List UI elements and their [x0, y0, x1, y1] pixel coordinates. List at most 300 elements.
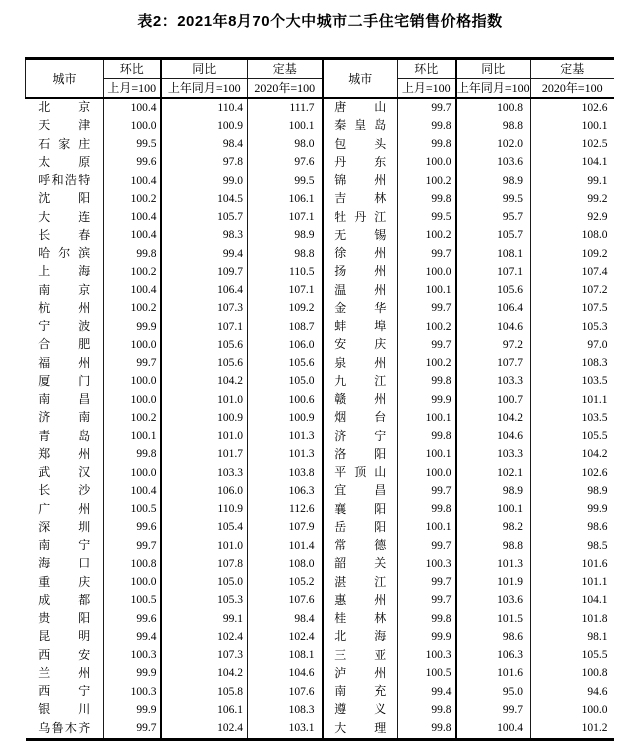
price-index-table	[25, 57, 614, 741]
value-cell: 112.6	[248, 501, 323, 519]
city-cell	[323, 318, 398, 336]
value-cell: 100.0	[104, 464, 161, 482]
value-cell: 100.4	[456, 720, 531, 740]
value-cell: 103.3	[456, 446, 531, 464]
value-cell: 99.0	[161, 172, 248, 190]
city-cell	[323, 555, 398, 573]
value-cell: 105.3	[581, 320, 608, 333]
value-cell: 99.7	[398, 482, 456, 500]
value-cell: 110.9	[161, 501, 248, 519]
value-cell: 100.9	[161, 117, 248, 135]
city-cell	[323, 282, 398, 300]
value-cell: 105.8	[161, 683, 248, 701]
city-cell	[323, 136, 398, 154]
city-name: 湛江	[334, 574, 387, 589]
city-cell	[26, 209, 104, 227]
city-cell	[26, 98, 104, 117]
value-cell: 102.6	[581, 466, 608, 479]
value-cell: 99.8	[104, 245, 161, 263]
value-cell: 106.1	[161, 701, 248, 719]
value-cell: 107.1	[248, 209, 323, 227]
value-cell: 100.2	[398, 172, 456, 190]
table-row	[26, 282, 614, 300]
city-name: 扬州	[334, 264, 387, 279]
table-row	[26, 391, 614, 409]
value-cell: 101.0	[161, 391, 248, 409]
header-fixed-left: 定基	[248, 59, 323, 79]
value-cell: 99.7	[398, 537, 456, 555]
value-cell: 110.4	[161, 98, 248, 117]
value-cell: 99.4	[398, 683, 456, 701]
city-cell	[26, 117, 104, 135]
value-cell: 104.2	[161, 665, 248, 683]
value-cell: 97.8	[161, 154, 248, 172]
value-cell: 101.7	[161, 446, 248, 464]
value-cell: 99.4	[104, 628, 161, 646]
city-name: 锦州	[334, 173, 387, 187]
table-row	[26, 98, 614, 117]
value-cell: 100.1	[398, 409, 456, 427]
city-name: 大理	[334, 720, 387, 735]
city-cell	[26, 628, 104, 646]
value-cell: 101.5	[456, 610, 531, 628]
value-cell: 100.2	[104, 263, 161, 281]
value-cell: 105.6	[456, 282, 531, 300]
value-cell: 100.4	[104, 172, 161, 190]
value-cell: 100.8	[581, 667, 608, 680]
value-cell: 101.1	[581, 576, 608, 588]
city-cell	[26, 373, 104, 391]
value-cell: 98.9	[248, 227, 323, 245]
city-cell	[26, 537, 104, 555]
value-cell: 105.5	[581, 649, 608, 661]
city-name: 蚌埠	[334, 319, 387, 333]
city-name: 哈尔滨	[38, 246, 91, 260]
value-cell: 99.5	[104, 136, 161, 154]
table-row	[26, 245, 614, 263]
value-cell: 100.0	[398, 154, 456, 172]
header-yoy-right: 同比	[456, 59, 531, 79]
header-yoy-base-right: 上年同月=100	[456, 79, 531, 99]
value-cell: 100.1	[398, 282, 456, 300]
city-name: 广州	[38, 501, 91, 516]
city-cell	[323, 409, 398, 427]
value-cell: 100.4	[104, 482, 161, 500]
table-row	[26, 592, 614, 610]
city-cell	[323, 373, 398, 391]
city-cell	[323, 117, 398, 135]
value-cell: 104.6	[456, 428, 531, 446]
value-cell: 102.4	[161, 720, 248, 740]
value-cell: 102.0	[456, 136, 531, 154]
city-name: 沈阳	[38, 191, 91, 206]
city-cell	[26, 355, 104, 373]
value-cell: 106.0	[161, 482, 248, 500]
value-cell: 99.8	[398, 136, 456, 154]
value-cell: 100.2	[398, 318, 456, 336]
value-cell: 100.0	[581, 703, 608, 716]
value-cell: 99.9	[398, 391, 456, 409]
city-name: 徐州	[334, 246, 387, 260]
value-cell: 108.7	[248, 318, 323, 336]
value-cell: 102.6	[581, 101, 608, 114]
value-cell: 100.2	[104, 409, 161, 427]
header-yoy-left: 同比	[161, 59, 248, 79]
value-cell: 100.2	[398, 355, 456, 373]
city-name: 桂林	[334, 611, 387, 625]
city-name: 昆明	[38, 629, 91, 644]
city-name: 石家庄	[38, 136, 91, 151]
city-name: 大连	[38, 209, 91, 224]
value-cell: 100.8	[104, 555, 161, 573]
value-cell: 102.4	[161, 628, 248, 646]
city-name: 包头	[334, 136, 387, 151]
city-name: 济宁	[334, 428, 387, 443]
value-cell: 97.2	[456, 336, 531, 354]
city-cell	[323, 300, 398, 318]
value-cell: 100.3	[398, 555, 456, 573]
city-cell	[323, 428, 398, 446]
value-cell: 100.6	[248, 391, 323, 409]
value-cell: 108.1	[248, 647, 323, 665]
city-cell	[26, 482, 104, 500]
value-cell: 103.3	[161, 464, 248, 482]
city-cell	[323, 482, 398, 500]
value-cell: 98.9	[456, 482, 531, 500]
table-row	[26, 647, 614, 665]
value-cell: 108.1	[456, 245, 531, 263]
city-cell	[26, 555, 104, 573]
table-row	[26, 117, 614, 135]
value-cell: 100.0	[104, 391, 161, 409]
value-cell: 103.6	[456, 154, 531, 172]
value-cell: 99.7	[398, 592, 456, 610]
city-cell	[26, 190, 104, 208]
value-cell: 98.9	[587, 484, 608, 497]
city-cell	[26, 154, 104, 172]
city-name: 泉州	[334, 355, 387, 370]
value-cell: 100.4	[104, 282, 161, 300]
value-cell: 100.4	[104, 209, 161, 227]
city-name: 赣州	[334, 392, 387, 406]
value-cell: 100.2	[398, 227, 456, 245]
value-cell: 99.8	[398, 428, 456, 446]
value-cell: 107.1	[456, 263, 531, 281]
value-cell: 98.8	[456, 117, 531, 135]
city-name: 福州	[38, 355, 91, 370]
city-cell	[26, 245, 104, 263]
value-cell: 99.8	[398, 117, 456, 135]
value-cell: 101.3	[456, 555, 531, 573]
value-cell: 102.1	[456, 464, 531, 482]
value-cell: 100.1	[248, 117, 323, 135]
city-name: 宁波	[38, 319, 91, 333]
city-cell	[323, 610, 398, 628]
city-cell	[323, 665, 398, 683]
value-cell: 104.1	[581, 156, 608, 169]
value-cell: 99.8	[398, 373, 456, 391]
header-fixed-right: 定基	[531, 59, 614, 79]
header-yoy-base-left: 上年同月=100	[161, 79, 248, 99]
value-cell: 99.7	[104, 355, 161, 373]
city-cell	[323, 683, 398, 701]
city-cell	[323, 574, 398, 592]
value-cell: 99.5	[248, 172, 323, 190]
city-name: 惠州	[334, 592, 387, 607]
city-cell	[26, 683, 104, 701]
value-cell: 111.7	[248, 98, 323, 117]
value-cell: 101.3	[248, 446, 323, 464]
value-cell: 99.7	[398, 98, 456, 117]
value-cell: 101.8	[581, 612, 608, 625]
city-cell	[323, 209, 398, 227]
value-cell: 101.1	[581, 393, 608, 406]
city-name: 常德	[334, 538, 387, 552]
city-name: 牡丹江	[334, 209, 387, 224]
value-cell: 98.0	[248, 136, 323, 154]
city-name: 九江	[334, 373, 387, 388]
value-cell: 106.0	[248, 336, 323, 354]
value-cell: 109.2	[581, 247, 608, 260]
city-name: 温州	[334, 282, 387, 297]
header-mom-base-left: 上月=100	[104, 79, 161, 99]
value-cell: 101.6	[456, 665, 531, 683]
value-cell: 103.3	[456, 373, 531, 391]
city-name: 兰州	[38, 665, 91, 680]
city-cell	[26, 501, 104, 519]
city-name: 丹东	[334, 154, 387, 169]
city-name: 济南	[38, 410, 91, 425]
value-cell: 100.5	[398, 665, 456, 683]
value-cell: 98.1	[587, 630, 608, 643]
city-cell	[323, 446, 398, 464]
value-cell: 107.9	[248, 519, 323, 537]
value-cell: 104.2	[581, 448, 608, 461]
table-row	[26, 190, 614, 208]
value-cell: 107.6	[248, 683, 323, 701]
city-cell	[26, 574, 104, 592]
city-cell	[323, 263, 398, 281]
city-name: 西宁	[38, 684, 91, 698]
city-name: 厦门	[38, 373, 91, 388]
city-cell	[323, 190, 398, 208]
city-name: 天津	[38, 118, 91, 133]
value-cell: 99.7	[398, 300, 456, 318]
city-name: 南昌	[38, 392, 91, 406]
table-row	[26, 665, 614, 683]
value-cell: 108.3	[581, 357, 608, 369]
value-cell: 105.3	[161, 592, 248, 610]
city-name: 唐山	[334, 100, 387, 114]
value-cell: 103.6	[456, 592, 531, 610]
value-cell: 99.8	[398, 701, 456, 719]
value-cell: 103.1	[248, 720, 323, 740]
city-name: 杭州	[38, 300, 91, 315]
value-cell: 105.2	[248, 574, 323, 592]
value-cell: 100.3	[104, 647, 161, 665]
city-cell	[323, 720, 398, 740]
city-name: 南充	[334, 684, 387, 698]
value-cell: 100.0	[104, 373, 161, 391]
city-name: 北京	[38, 100, 91, 114]
value-cell: 100.1	[581, 119, 608, 132]
value-cell: 94.6	[587, 685, 608, 698]
value-cell: 107.6	[248, 592, 323, 610]
value-cell: 105.7	[456, 227, 531, 245]
value-cell: 99.9	[104, 701, 161, 719]
value-cell: 105.7	[161, 209, 248, 227]
city-cell	[323, 245, 398, 263]
city-cell	[323, 391, 398, 409]
city-cell	[323, 336, 398, 354]
value-cell: 99.7	[104, 537, 161, 555]
header-mom-right: 环比	[398, 59, 456, 79]
table-row	[26, 464, 614, 482]
value-cell: 100.3	[104, 683, 161, 701]
value-cell: 108.0	[581, 229, 608, 242]
value-cell: 99.2	[587, 192, 608, 205]
value-cell: 109.7	[161, 263, 248, 281]
city-name: 长春	[38, 227, 91, 242]
table-body	[26, 98, 614, 739]
city-cell	[323, 519, 398, 537]
value-cell: 100.9	[161, 409, 248, 427]
value-cell: 109.2	[248, 300, 323, 318]
value-cell: 107.3	[161, 647, 248, 665]
city-cell	[323, 537, 398, 555]
value-cell: 105.6	[161, 355, 248, 373]
city-name: 上海	[38, 264, 91, 279]
value-cell: 99.8	[398, 190, 456, 208]
city-name: 郑州	[38, 446, 91, 461]
table-row	[26, 720, 614, 740]
value-cell: 108.0	[248, 555, 323, 573]
table-row	[26, 428, 614, 446]
value-cell: 100.0	[398, 263, 456, 281]
value-cell: 98.9	[456, 172, 531, 190]
city-cell	[26, 136, 104, 154]
city-name: 泸州	[334, 665, 387, 680]
value-cell: 100.1	[398, 446, 456, 464]
value-cell: 107.7	[456, 355, 531, 373]
value-cell: 102.4	[248, 628, 323, 646]
value-cell: 106.4	[456, 300, 531, 318]
city-name: 南宁	[38, 538, 91, 552]
value-cell: 99.7	[104, 720, 161, 740]
value-cell: 92.9	[587, 211, 608, 223]
city-name: 长沙	[38, 483, 91, 498]
table-row	[26, 300, 614, 318]
city-name: 岳阳	[334, 519, 387, 534]
city-cell	[323, 154, 398, 172]
city-cell	[26, 172, 104, 190]
table-row	[26, 373, 614, 391]
city-name: 合肥	[38, 337, 91, 352]
value-cell: 95.0	[456, 683, 531, 701]
value-cell: 105.5	[581, 430, 608, 442]
table-row	[26, 701, 614, 719]
value-cell: 100.1	[456, 501, 531, 519]
value-cell: 99.6	[104, 519, 161, 537]
table-row	[26, 683, 614, 701]
value-cell: 104.1	[581, 594, 608, 607]
value-cell: 99.8	[398, 501, 456, 519]
value-cell: 98.5	[587, 539, 608, 552]
value-cell: 100.9	[248, 409, 323, 427]
value-cell: 102.5	[581, 138, 608, 150]
value-cell: 100.0	[104, 574, 161, 592]
city-name: 呼和浩特	[38, 173, 91, 187]
city-name: 平顶山	[334, 465, 387, 479]
city-name: 银川	[38, 702, 91, 717]
value-cell: 99.9	[398, 628, 456, 646]
value-cell: 99.7	[398, 245, 456, 263]
city-name: 北海	[334, 629, 387, 644]
value-cell: 100.7	[456, 391, 531, 409]
value-cell: 100.5	[104, 592, 161, 610]
value-cell: 99.6	[104, 610, 161, 628]
value-cell: 100.4	[104, 227, 161, 245]
value-cell: 103.8	[248, 464, 323, 482]
value-cell: 101.4	[248, 537, 323, 555]
table-row	[26, 172, 614, 190]
city-cell	[26, 720, 104, 740]
value-cell: 98.6	[587, 521, 608, 534]
city-cell	[26, 610, 104, 628]
value-cell: 101.9	[456, 574, 531, 592]
city-name: 秦皇岛	[334, 118, 387, 133]
city-cell	[323, 355, 398, 373]
city-cell	[323, 701, 398, 719]
city-cell	[323, 172, 398, 190]
value-cell: 105.6	[248, 355, 323, 373]
value-cell: 104.2	[456, 409, 531, 427]
header-mom-left: 环比	[104, 59, 161, 79]
header-row-2	[26, 79, 614, 99]
city-cell	[26, 446, 104, 464]
value-cell: 107.3	[161, 300, 248, 318]
city-name: 烟台	[334, 410, 387, 425]
value-cell: 100.2	[104, 300, 161, 318]
value-cell: 98.4	[161, 136, 248, 154]
value-cell: 106.3	[456, 647, 531, 665]
value-cell: 99.8	[104, 446, 161, 464]
value-cell: 103.5	[581, 375, 608, 388]
city-name: 三亚	[334, 647, 387, 662]
value-cell: 105.6	[161, 336, 248, 354]
table-row	[26, 209, 614, 227]
value-cell: 107.5	[581, 302, 608, 315]
value-cell: 107.8	[161, 555, 248, 573]
header-row-1	[26, 59, 614, 79]
city-name: 无锡	[334, 227, 387, 242]
value-cell: 100.0	[104, 117, 161, 135]
value-cell: 106.4	[161, 282, 248, 300]
city-name: 韶关	[334, 556, 387, 571]
city-name: 深圳	[38, 519, 91, 534]
value-cell: 99.7	[456, 701, 531, 719]
city-name: 海口	[38, 556, 91, 571]
city-cell	[26, 409, 104, 427]
value-cell: 99.8	[398, 610, 456, 628]
value-cell: 99.5	[398, 209, 456, 227]
value-cell: 107.1	[161, 318, 248, 336]
city-cell	[26, 428, 104, 446]
value-cell: 104.2	[161, 373, 248, 391]
table-row	[26, 555, 614, 573]
city-name: 重庆	[38, 574, 91, 589]
value-cell: 99.9	[104, 318, 161, 336]
